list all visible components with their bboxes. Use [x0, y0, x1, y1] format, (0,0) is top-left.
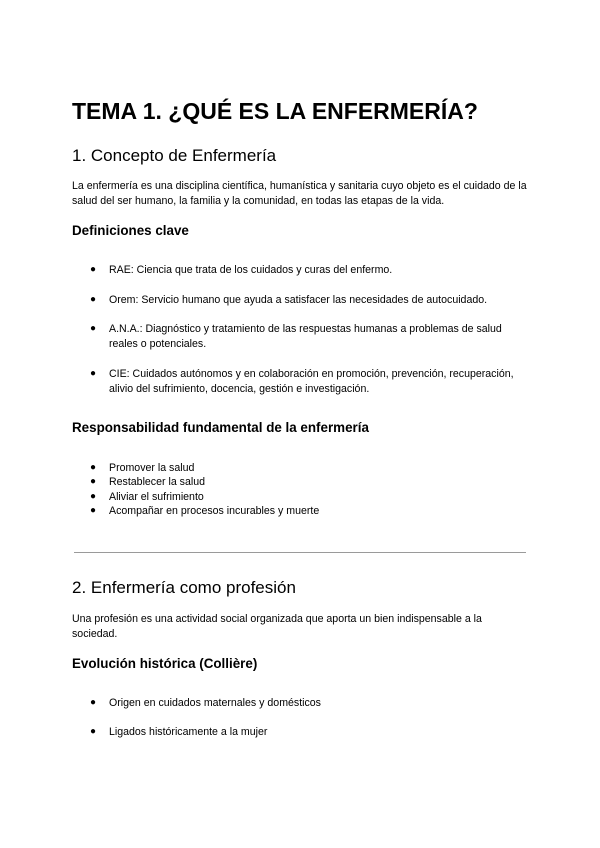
list-item — [72, 322, 528, 351]
list-item — [72, 490, 528, 505]
bullet-icon: ● — [90, 264, 97, 275]
bullet-icon: ● — [90, 505, 97, 516]
bullet-icon: ● — [90, 491, 97, 502]
list-item — [72, 263, 528, 278]
list-item-text: Ligados históricamente a la mujer — [109, 726, 268, 738]
section-2-heading: 2. Enfermería como profesión — [72, 578, 296, 597]
list-item-text: Restablecer la salud — [109, 476, 205, 488]
list-item — [72, 504, 528, 519]
bullet-icon: ● — [90, 462, 97, 473]
bullet-icon: ● — [90, 697, 97, 708]
evolution-heading: Evolución histórica (Collière) — [72, 656, 258, 671]
bullet-icon: ● — [90, 323, 97, 334]
list-item — [72, 293, 528, 308]
list-item — [72, 725, 528, 740]
list-item-text: Promover la salud — [109, 462, 195, 474]
section-divider — [74, 552, 526, 553]
list-item — [72, 475, 528, 490]
definitions-heading: Definiciones clave — [72, 223, 189, 238]
list-item — [72, 461, 528, 476]
section-1-heading: 1. Concepto de Enfermería — [72, 146, 277, 165]
responsibility-heading: Responsabilidad fundamental de la enfermería — [72, 420, 369, 435]
list-item-text: Acompañar en procesos incurables y muerte — [109, 505, 320, 517]
list-item-text: Aliviar el sufrimiento — [109, 491, 204, 503]
list-item-text: Origen en cuidados maternales y domésticos — [109, 697, 321, 709]
list-item-text: A.N.A.: Diagnóstico y tratamiento de las respuestas humanas a problemas de salud reales o potenciales. — [109, 323, 502, 350]
list-item-text: RAE: Ciencia que trata de los cuidados y curas del enfermo. — [109, 264, 393, 276]
list-item-text: CIE: Cuidados autónomos y en colaboración en promoción, prevención, recuperación, alivio del sufrimiento, docencia, gestión e investigación. — [109, 368, 514, 395]
bullet-icon: ● — [90, 726, 97, 737]
bullet-icon: ● — [90, 294, 97, 305]
list-item — [72, 696, 528, 711]
bullet-icon: ● — [90, 476, 97, 487]
list-item-text: Orem: Servicio humano que ayuda a satisfacer las necesidades de autocuidado. — [109, 294, 488, 306]
list-item — [72, 367, 528, 396]
page-title: TEMA 1. ¿QUÉ ES LA ENFERMERÍA? — [72, 98, 478, 124]
bullet-icon: ● — [90, 368, 97, 379]
section-2-intro: Una profesión es una actividad social organizada que aporta un bien indispensable a la sociedad. — [72, 613, 482, 640]
section-1-intro: La enfermería es una disciplina científica, humanística y sanitaria cuyo objeto es el cuidado de la salud del ser humano, la familia y la comunidad, en todas las etapas de la vida. — [72, 180, 527, 207]
